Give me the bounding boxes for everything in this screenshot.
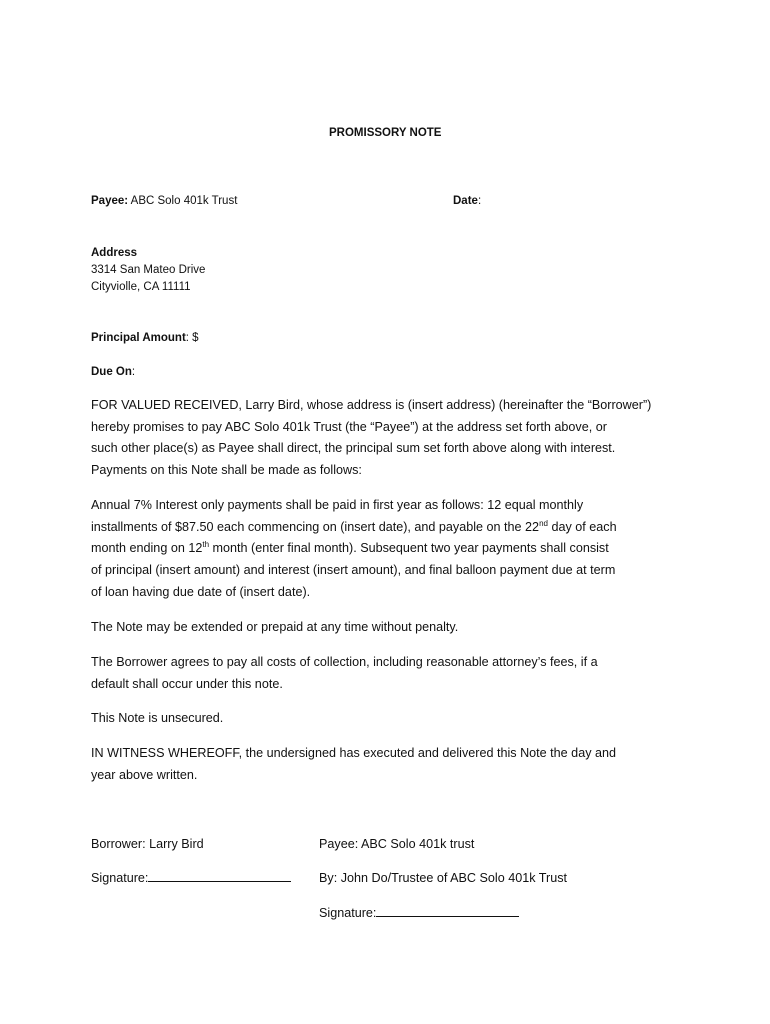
paragraph-unsecured — [91, 708, 691, 730]
address-block — [91, 245, 205, 296]
paragraph-payments — [91, 495, 691, 604]
paragraph-line: year above written. — [91, 767, 198, 782]
paragraph-line: Payments on this Note shall be made as follows: — [91, 463, 362, 478]
principal-suffix: : $ — [185, 332, 199, 344]
paragraph-collection — [91, 652, 691, 695]
paragraph-witness — [91, 743, 691, 786]
paragraph-terms — [91, 395, 691, 482]
payee-value: ABC Solo 401k Trust — [128, 195, 238, 207]
paragraph-line: such other place(s) as Payee shall direct, the principal sum set forth above along with interest. — [91, 441, 616, 456]
due-label: Due On — [91, 366, 132, 378]
address-line-1: 3314 San Mateo Drive — [91, 264, 206, 276]
document-title: PROMISSORY NOTE — [329, 127, 442, 139]
ordinal-suffix: nd — [539, 518, 548, 528]
paragraph-line: FOR VALUED RECEIVED, Larry Bird, whose address is (insert address) (hereinafter the “Borrower”) — [91, 398, 652, 412]
paragraph-line: hereby promises to pay ABC Solo 401k Trust (the “Payee”) at the address set forth above, or — [91, 419, 607, 434]
due-suffix: : — [131, 366, 136, 378]
principal-label: Principal Amount — [91, 332, 186, 344]
ordinal-suffix: th — [202, 540, 210, 550]
signature-line — [148, 880, 291, 882]
paragraph-line: The Borrower agrees to pay all costs of collection, including reasonable attorney’s fees, if a — [91, 655, 598, 669]
paragraph-line: month ending on 12th month (enter final month). Subsequent two year payments shall consist — [91, 540, 609, 556]
date-line — [453, 193, 481, 210]
payee-label: Payee: — [91, 195, 129, 207]
trustee-line: By: John Do/Trustee of ABC Solo 401k Trust — [319, 871, 568, 885]
paragraph-prepay — [91, 617, 691, 639]
date-suffix: : — [477, 195, 482, 207]
payee-name: Payee: ABC Solo 401k trust — [319, 837, 475, 851]
paragraph-line: installments of $87.50 each commencing on (insert date), and payable on the 22nd day of each — [91, 518, 617, 534]
paragraph-line: The Note may be extended or prepaid at any time without penalty. — [91, 620, 459, 634]
payee-signature: Signature: — [319, 903, 579, 925]
principal-line — [91, 330, 199, 347]
paragraph-line: of loan having due date of (insert date). — [91, 584, 311, 599]
date-label: Date — [453, 195, 478, 207]
address-line-2: Cityviolle, CA 11111 — [91, 281, 191, 293]
payee-line — [91, 193, 237, 210]
address-label: Address — [91, 247, 138, 259]
due-line — [91, 364, 135, 381]
paragraph-line: default shall occur under this note. — [91, 676, 283, 691]
signature-line — [376, 915, 519, 917]
paragraph-line: IN WITNESS WHEREOFF, the undersigned has executed and delivered this Note the day and — [91, 746, 617, 760]
paragraph-line: of principal (insert amount) and interest (insert amount), and final balloon payment due at term — [91, 563, 616, 578]
paragraph-line: Annual 7% Interest only payments shall be paid in first year as follows: 12 equal monthly — [91, 498, 584, 512]
borrower-name: Borrower: Larry Bird — [91, 837, 204, 851]
borrower-signature: Signature: — [91, 868, 311, 890]
paragraph-line: This Note is unsecured. — [91, 711, 224, 725]
